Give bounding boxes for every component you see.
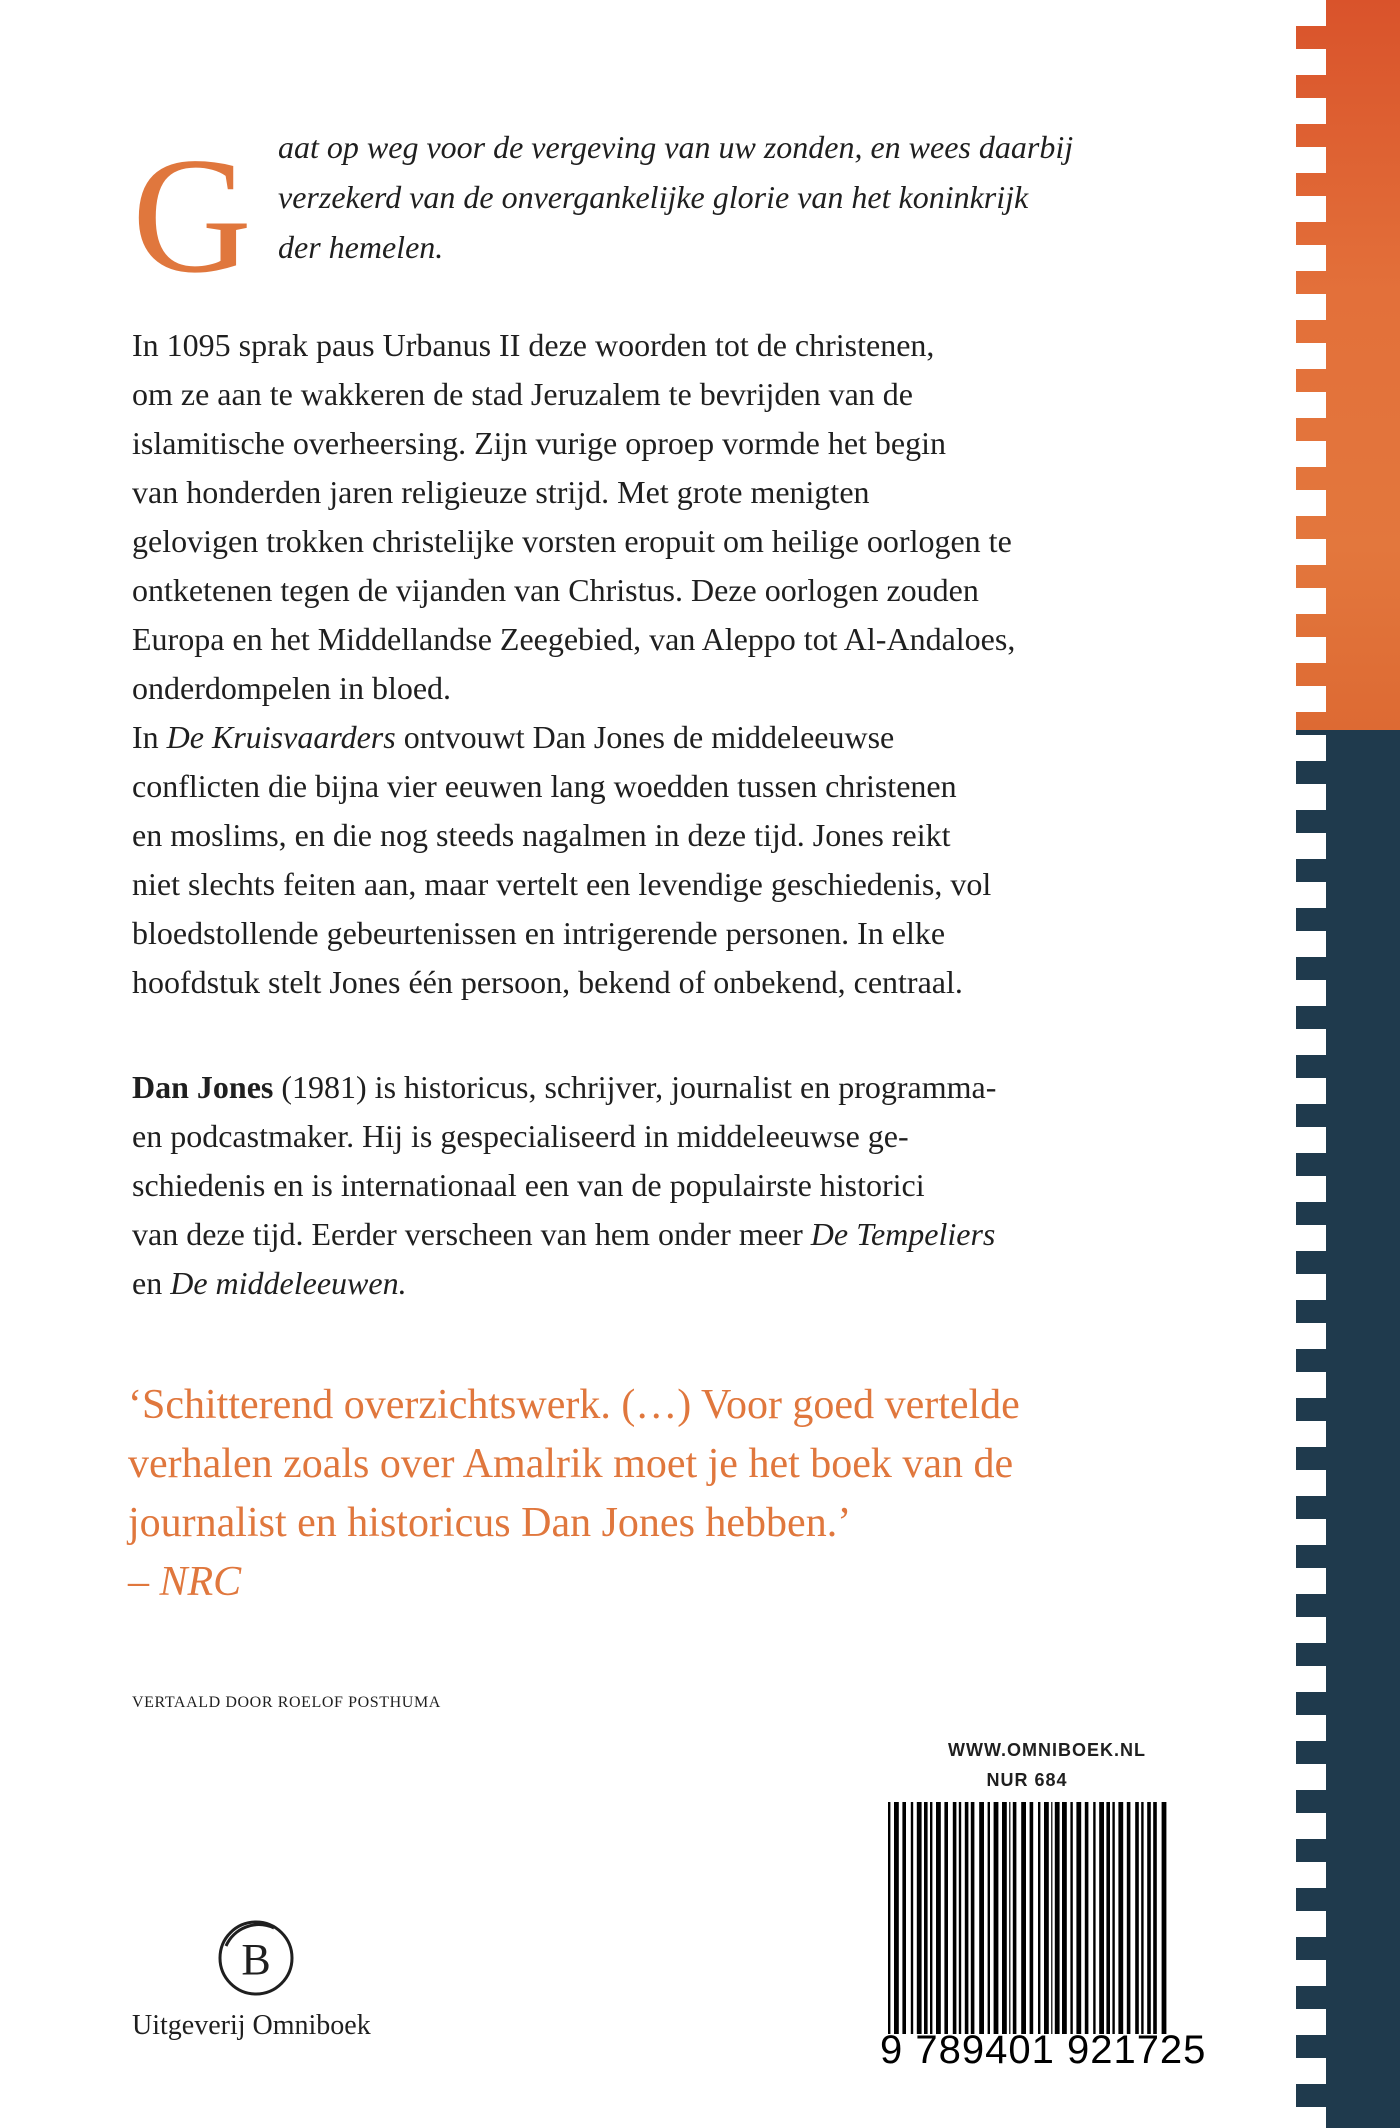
- barcode-bar: [936, 1802, 941, 2034]
- barcode-bar: [902, 1802, 906, 2034]
- text-line: conflicten die bijna vier eeuwen lang woedden tussen christenen: [132, 768, 957, 804]
- text-line: ontketenen tegen de vijanden van Christus. Deze oorlogen zouden: [132, 572, 979, 608]
- barcode-bar: [1118, 1802, 1123, 2034]
- edge-strip-teeth: [1296, 0, 1326, 2128]
- text-line: islamitische overheersing. Zijn vurige oproep vormde het begin: [132, 425, 946, 461]
- barcode-bar: [1099, 1802, 1104, 2034]
- text-line: onderdompelen in bloed.: [132, 670, 452, 706]
- text-line: [132, 713, 1172, 762]
- barcode-bar: [1030, 1802, 1034, 2034]
- review-source-name: NRC: [159, 1559, 242, 1605]
- intro-line: der hemelen.: [278, 229, 444, 265]
- review-line: journalist en historicus Dan Jones hebben.’: [128, 1500, 852, 1546]
- book-title: De middeleeuwen.: [170, 1265, 407, 1301]
- barcode-bar: [1055, 1802, 1060, 2034]
- text-line: van honderden jaren religieuze strijd. Met grote menigten: [132, 474, 870, 510]
- review-dash: –: [128, 1559, 160, 1605]
- barcode-bar: [988, 1802, 990, 2034]
- barcode-bar: [1038, 1802, 1040, 2034]
- review-quote: [128, 1376, 1208, 1612]
- barcode-bar: [1112, 1802, 1114, 2034]
- text-line: [132, 1210, 1172, 1259]
- drop-cap: G: [132, 123, 252, 307]
- barcode-bar: [888, 1802, 890, 2034]
- book-title: De Kruisvaarders: [166, 719, 396, 755]
- text-line: hoofdstuk stelt Jones één persoon, bekend of onbekend, centraal.: [132, 964, 963, 1000]
- text-line: niet slechts feiten aan, maar vertelt een levendige geschiedenis, vol: [132, 866, 992, 902]
- barcode-bar: [1013, 1802, 1017, 2034]
- barcode-bar: [1021, 1802, 1026, 2034]
- barcode-bar: [1002, 1802, 1007, 2034]
- barcode-bar: [959, 1802, 961, 2034]
- barcode-bar: [894, 1802, 899, 2034]
- isbn-barcode: [880, 1802, 1174, 2034]
- barcode-bar: [1141, 1802, 1143, 2034]
- text-line: om ze aan te wakkeren de stad Jeruzalem te bevrijden van de: [132, 376, 913, 412]
- text-line: gelovigen trokken christelijke vorsten eropuit om heilige oorlogen te: [132, 523, 1012, 559]
- barcode-bar: [1093, 1802, 1095, 2034]
- barcode-bar: [994, 1802, 999, 2034]
- barcode-bar: [1076, 1802, 1081, 2034]
- barcode-bar: [1147, 1802, 1151, 2034]
- publisher-logo-icon: [196, 1906, 316, 2026]
- barcode-bar: [1070, 1802, 1072, 2034]
- review-line: ‘Schitterend overzichtswerk. (…) Voor goed vertelde: [128, 1382, 1020, 1428]
- barcode-bar: [1135, 1802, 1139, 2034]
- barcode-bar: [930, 1802, 932, 2034]
- barcode-bar: [953, 1802, 957, 2034]
- barcode-bar: [1127, 1802, 1131, 2034]
- blurb-paragraph-1: [132, 321, 1172, 1007]
- barcode-bar: [965, 1802, 969, 2034]
- barcode-bar: [911, 1802, 913, 2034]
- publisher-website: WWW.OMNIBOEK.NL: [948, 1740, 1146, 1760]
- text-run: van deze tijd. Eerder verscheen van hem onder meer: [132, 1216, 811, 1252]
- barcode-bar: [1162, 1802, 1167, 2034]
- text-line: schiedenis en is internationaal een van de populairste historici: [132, 1167, 925, 1203]
- text-line: en podcastmaker. Hij is gespecialiseerd in middeleeuwse ge-: [132, 1118, 909, 1154]
- text-run: ontvouwt Dan Jones de middeleeuwse: [395, 719, 895, 755]
- text-run: en: [132, 1265, 171, 1301]
- review-source: [128, 1553, 1208, 1612]
- text-line: In 1095 sprak paus Urbanus II deze woorden tot de christenen,: [132, 327, 935, 363]
- intro-line: verzekerd van de onvergankelijke glorie van het koninkrijk: [278, 179, 1029, 215]
- translator-credit: VERTAALD DOOR ROELOF POSTHUMA: [132, 1694, 441, 1711]
- barcode-bar: [1009, 1802, 1010, 2034]
- logo-letter: B: [241, 1935, 271, 1984]
- decorative-edge-strip: [1296, 0, 1400, 2128]
- barcode-bar: [917, 1802, 922, 2034]
- barcode-bar: [944, 1802, 948, 2034]
- barcode-bar: [979, 1802, 984, 2034]
- text-line: bloedstollende gebeurtenissen en intrigerende personen. In elke: [132, 915, 946, 951]
- barcode-bar: [1106, 1802, 1110, 2034]
- review-line: verhalen zoals over Amalrik moet je het boek van de: [128, 1441, 1014, 1487]
- publisher-name: Uitgeverij Omniboek: [132, 2010, 371, 2041]
- barcode-bar: [924, 1802, 928, 2034]
- nur-code: NUR 684: [986, 1770, 1068, 1790]
- author-bio: [132, 1063, 1172, 1308]
- isbn-number: 9 789401 921725: [880, 2028, 1207, 2072]
- intro-line: aat op weg voor de vergeving van uw zonden, en wees daarbij: [278, 129, 1074, 165]
- barcode-bar: [1044, 1802, 1049, 2034]
- text-line: [132, 1259, 1172, 1308]
- text-line: en moslims, en die nog steeds nagalmen in deze tijd. Jones reikt: [132, 817, 951, 853]
- author-name: Dan Jones: [132, 1069, 274, 1105]
- barcode-bar: [1153, 1802, 1157, 2034]
- barcode-bar: [971, 1802, 975, 2034]
- book-title: De Tempeliers: [810, 1216, 996, 1252]
- barcode-bar: [1085, 1802, 1089, 2034]
- text-line: [132, 1063, 1172, 1112]
- barcode-bar: [1062, 1802, 1067, 2034]
- barcode-bar: [1051, 1802, 1052, 2034]
- text-run: (1981) is historicus, schrijver, journalist en programma-: [273, 1069, 997, 1105]
- text-run: In: [132, 719, 167, 755]
- text-line: Europa en het Middellandse Zeegebied, van Aleppo tot Al-Andaloes,: [132, 621, 1016, 657]
